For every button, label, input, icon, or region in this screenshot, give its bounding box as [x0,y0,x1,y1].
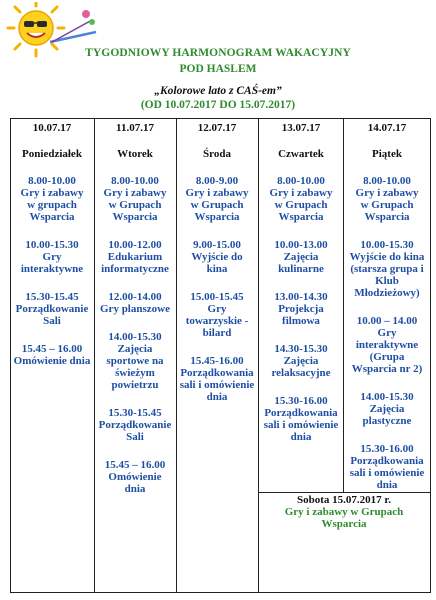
column-day: Wtorek [117,148,153,160]
schedule-entry: 9.00-15.00 Wyjście do kina [191,239,243,275]
column-date: 10.07.17 [32,122,72,134]
schedule-entry: 13.00-14.30 Projekcja filmowa [274,291,328,327]
schedule-entry: 8.00-9.00 Gry i zabawy w Grupach Wsparcia [185,175,249,223]
schedule-subtitle: POD HASLEM [179,63,257,75]
saturday-description: Gry i zabawy w Grupach Wsparcia [284,506,404,530]
column-date: 14.07.17 [367,122,407,134]
schedule-motto: „Kolorowe lato z CAŚ-em” [154,85,282,97]
schedule-entry: 8.00-10.00 Gry i zabawy w grupach Wsparcia [20,175,84,223]
column-day: Piątek [372,148,402,160]
schedule-entry: 8.00-10.00 Gry i zabawy w Grupach Wsparcia [103,175,167,223]
schedule-entry: 15.30-15.45 Porządkowanie Sali [98,407,172,443]
schedule-entry: 8.00-10.00 Gry i zabawy w Grupach Wsparcia [355,175,419,223]
schedule-entry: 8.00-10.00 Gry i zabawy w Grupach Wsparcia [269,175,333,223]
schedule-entry: 10.00-15.30 Gry interaktywne [20,239,84,275]
schedule-entry: 15.30-16.00 Porządkowania sali i omówienie dnia [349,443,425,491]
column-date: 13.07.17 [281,122,321,134]
schedule-entry: 10.00-15.30 Wyjście do kina (starsza grupa i Klub Młodzieżowy) [349,239,425,299]
schedule-entry: 10.00-12.00 Edukarium informatyczne [101,239,169,275]
column-day: Poniedziałek [22,148,82,160]
column-date: 12.07.17 [197,122,237,134]
schedule-entry: 15.45 – 16.00 Omówienie dnia [104,459,166,495]
saturday-title: Sobota 15.07.2017 r. [296,494,392,506]
schedule-entry: 15.00-15.45 Gry towarzyskie - bilard [185,291,249,339]
schedule-entry: 15.30-15.45 Porządkowanie Sali [15,291,89,327]
schedule-entry: 15.45 – 16.00 Omówienie dnia [13,343,91,367]
schedule-entry: 10.00 – 14.00 Gry interaktywne (Grupa Wsparcia nr 2) [351,315,423,375]
schedule-entry: 14.00-15.30 Zajęcia plastyczne [360,391,414,427]
schedule-entry: 12.00-14.00 Gry planszowe [100,291,170,315]
column-day: Czwartek [278,148,324,160]
schedule-entry: 15.30-16.00 Porządkowania sali i omówienie dnia [263,395,339,443]
column-day: Środa [203,148,231,160]
saturday-cell [258,494,430,530]
schedule-entry: 14.30-15.30 Zajęcia relaksacyjne [271,343,331,379]
schedule-entry: 15.45-16.00 Porządkowania sali i omówienie dnia [179,355,255,403]
schedule-entry: 10.00-13.00 Zajęcia kulinarne [274,239,328,275]
column-date: 11.07.17 [116,122,154,134]
schedule-title: TYGODNIOWY HARMONOGRAM WAKACYJNY [85,47,351,59]
schedule-entry: 14.00-15.30 Zajęcia sportowe na świeżym powietrzu [106,331,164,391]
schedule-date-range: (OD 10.07.2017 DO 15.07.2017) [140,99,296,111]
